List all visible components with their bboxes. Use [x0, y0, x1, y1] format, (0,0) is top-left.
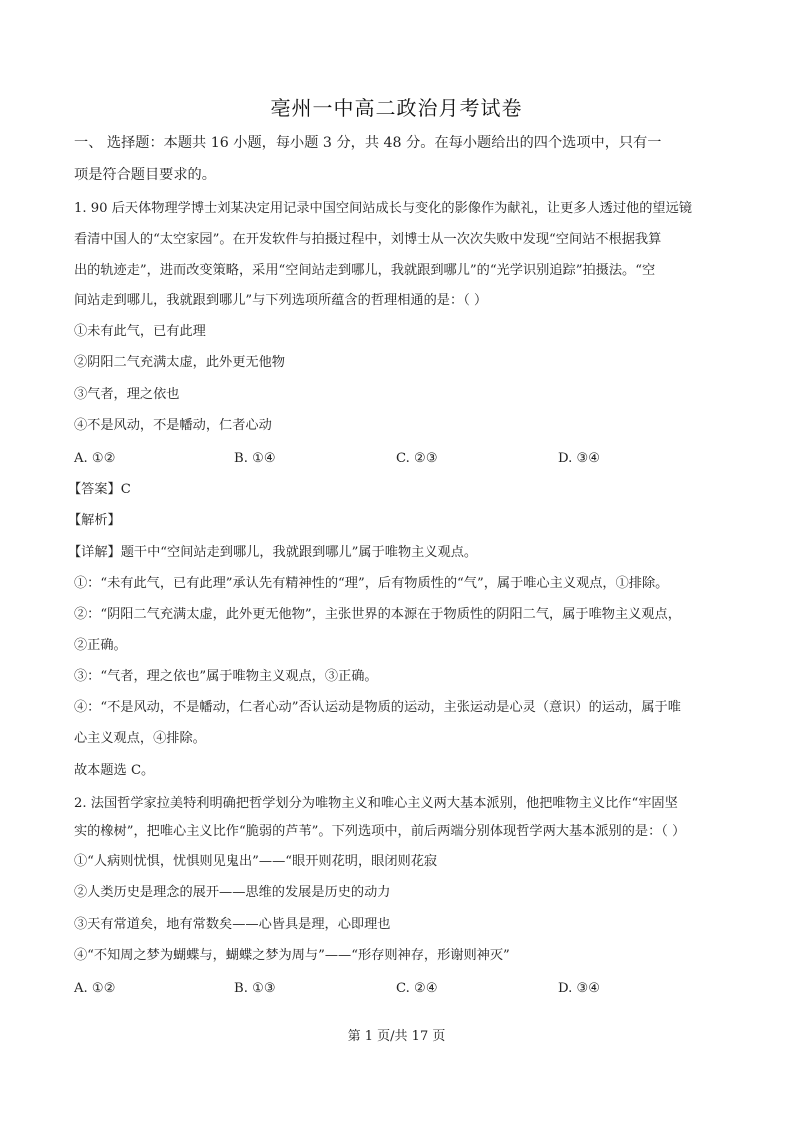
q2-stem-line-1: 2. 法国哲学家拉美特利明确把哲学划分为唯物主义和唯心主义两大基本派别，他把唯物主义比作“牢固坚	[74, 796, 678, 811]
q1-item-1: ①未有此气，已有此理	[74, 324, 206, 339]
q1-stem-line-1: 1. 90 后天体物理学博士刘某决定用记录中国空间站成长与变化的影像作为献礼，让更多人透过他的望远镜	[74, 201, 692, 216]
q1-explanation-line-6: ④：“不是风动，不是幡动，仁者心动”否认运动是物质的运动，主张运动是心灵（意识）的运动，属于唯	[74, 700, 681, 715]
q1-explanation-line-1: 【详解】题干中“空间站走到哪儿，我就跟到哪儿”属于唯物主义观点。	[68, 545, 478, 560]
q1-explanation-line-7: 心主义观点，④排除。	[74, 731, 206, 746]
q1-options	[74, 450, 724, 468]
q2-item-2: ②人类历史是理念的展开——思维的发展是历史的动力	[74, 885, 391, 900]
q1-item-2: ②阴阳二气充满太虚，此外更无他物	[74, 355, 285, 370]
q2-option-c: C. ②④	[396, 981, 438, 996]
q1-option-d: D. ③④	[558, 451, 601, 466]
q1-stem-line-4: 间站走到哪儿，我就跟到哪儿”与下列选项所蕴含的哲理相通的是：（ ）	[74, 293, 488, 308]
q1-stem-line-3: 出的轨迹走”，进而改变策略，采用“空间站走到哪儿，我就跟到哪儿”的“光学识别追踪”拍摄法。“空	[74, 263, 656, 278]
q1-explanation-line-2: ①：“未有此气，已有此理”承认先有精神性的“理”，后有物质性的“气”，属于唯心主义观点，①排除。	[74, 576, 669, 591]
q1-explanation-line-4: ②正确。	[74, 638, 127, 653]
q1-analysis-label: 【解析】	[68, 513, 121, 528]
q1-explanation-line-8: 故本题选 C。	[74, 763, 155, 778]
q1-option-a: A. ①②	[74, 451, 116, 466]
q2-option-a: A. ①②	[74, 981, 116, 996]
section-heading-line-2: 项是符合题目要求的。	[74, 167, 216, 183]
q2-stem-line-2: 实的橡树”，把唯心主义比作“脆弱的芦苇”。下列选项中，前后两端分别体现哲学两大基本派别的是：（ ）	[74, 824, 686, 839]
page-footer: 第 1 页/共 17 页	[347, 1029, 446, 1044]
q2-options	[74, 980, 724, 998]
q2-item-4: ④“不知周之梦为蝴蝶与，蝴蝶之梦为周与”——“形存则神存，形谢则神灭”	[74, 948, 510, 963]
q1-explanation-line-3: ②：“阴阳二气充满太虚，此外更无他物”，主张世界的本源在于物质性的阴阳二气，属于唯物主义观点，	[74, 607, 681, 622]
q2-item-3: ③天有常道矣，地有常数矣——心皆具是理，心即理也	[74, 917, 391, 932]
q2-option-b: B. ①③	[234, 981, 276, 996]
q2-item-1: ①“人病则忧惧，忧惧则见鬼出”——“眼开则花明，眼闭则花寂	[74, 854, 438, 869]
q1-item-4: ④不是风动，不是幡动，仁者心动	[74, 418, 272, 433]
q1-answer: 【答案】C	[68, 482, 131, 497]
page-title: 亳州一中高二政治月考试卷	[270, 96, 523, 120]
q1-item-3: ③气者，理之依也	[74, 387, 180, 402]
q1-option-c: C. ②③	[396, 451, 438, 466]
q1-stem-line-2: 看清中国人的“太空家园”。在开发软件与拍摄过程中，刘博士从一次次失败中发现“空间站不根据我算	[74, 232, 662, 247]
q1-explanation-line-5: ③：“气者，理之依也”属于唯物主义观点，③正确。	[74, 669, 378, 684]
q1-option-b: B. ①④	[234, 451, 276, 466]
q2-option-d: D. ③④	[558, 981, 601, 996]
section-heading-line-1: 一、 选择题：本题共 16 小题，每小题 3 分，共 48 分。在每小题给出的四个选项中，只有一	[74, 135, 662, 151]
